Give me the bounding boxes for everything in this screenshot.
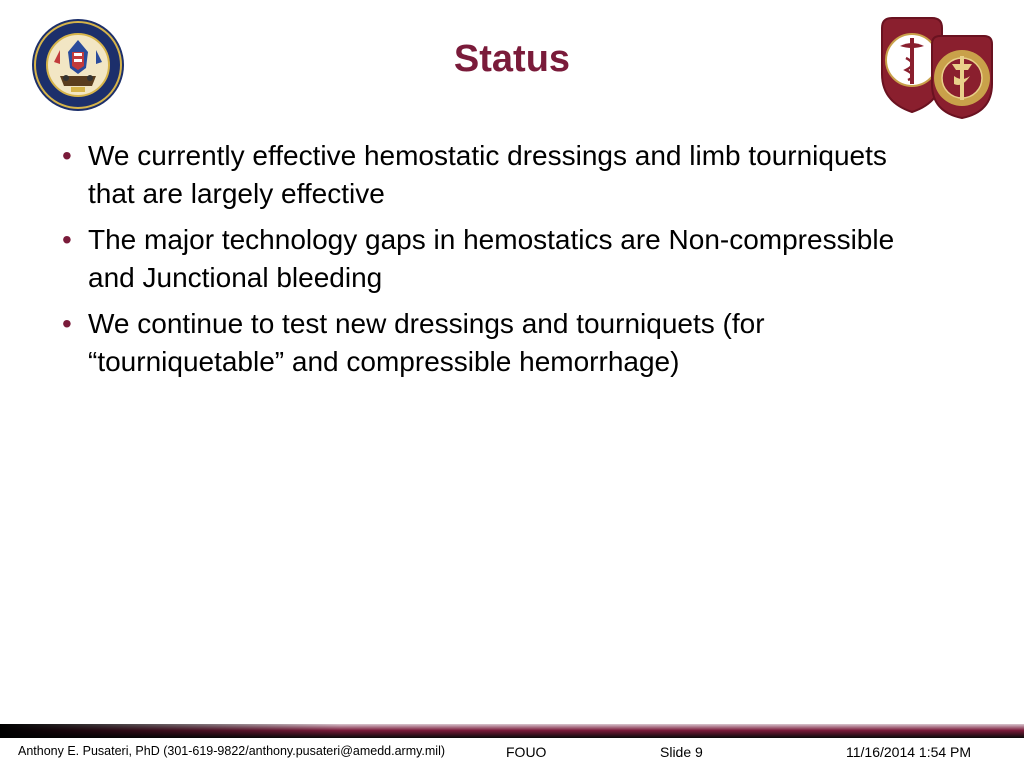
slide-title: Status: [453, 38, 571, 80]
bullet-text: The major technology gaps in hemostatics are Non-compressible and Junctional bleeding: [88, 224, 895, 293]
bullet-item: [62, 305, 922, 380]
bullet-text: We continue to test new dressings and tourniquets (for “tourniquetable” and compressible hemorrhage): [88, 308, 765, 377]
bullet-marker: •: [62, 308, 72, 339]
bullet-marker: •: [62, 140, 72, 171]
bullet-item: [62, 221, 922, 296]
footer-bar-shadow: [0, 724, 340, 738]
footer-author: Anthony E. Pusateri, PhD (301-619-9822/anthony.pusateri@amedd.army.mil): [18, 744, 446, 758]
bullet-marker: •: [62, 224, 72, 255]
medical-command-logo: [876, 14, 1002, 120]
footer-classification: FOUO: [506, 744, 547, 760]
footer-slide-number: Slide 9: [660, 744, 703, 760]
bullet-item: [62, 137, 922, 212]
bullet-text: We currently effective hemostatic dressings and limb tourniquets that are largely effective: [88, 140, 887, 209]
footer-datetime: 11/16/2014 1:54 PM: [846, 744, 972, 760]
bullet-list: [62, 137, 922, 389]
